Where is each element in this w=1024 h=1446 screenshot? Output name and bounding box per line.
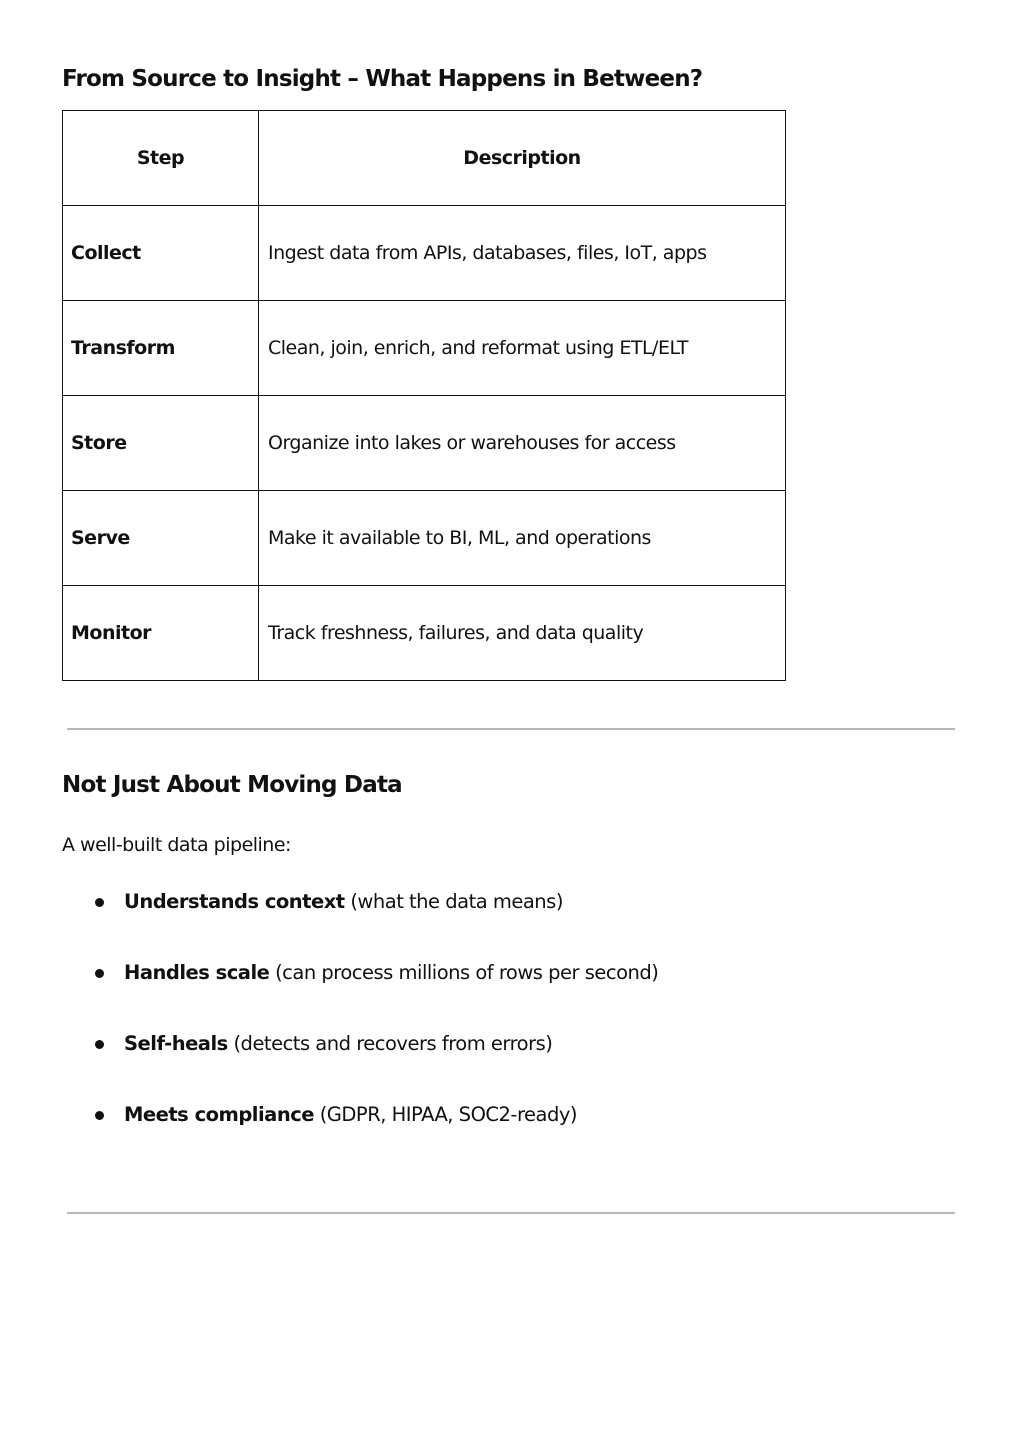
column-header-step: Step xyxy=(63,111,259,206)
description-cell: Ingest data from APIs, databases, files, IoT, apps xyxy=(259,206,786,301)
description-cell: Make it available to BI, ML, and operations xyxy=(259,491,786,586)
intro-text: A well-built data pipeline: xyxy=(62,834,291,856)
feature-detail: (what the data means) xyxy=(350,890,563,913)
table-row xyxy=(63,301,786,396)
bullet-icon xyxy=(95,1040,104,1049)
table-row xyxy=(63,206,786,301)
list-item xyxy=(62,959,658,1030)
horizontal-divider xyxy=(67,728,955,730)
column-header-description: Description xyxy=(259,111,786,206)
step-cell: Collect xyxy=(63,206,259,301)
bullet-icon xyxy=(95,1111,104,1120)
list-item xyxy=(62,1030,658,1101)
step-cell: Monitor xyxy=(63,586,259,681)
feature-detail: (detects and recovers from errors) xyxy=(233,1032,553,1055)
step-cell: Serve xyxy=(63,491,259,586)
feature-term: Meets compliance xyxy=(124,1103,314,1126)
section-title-not-just-moving-data: Not Just About Moving Data xyxy=(62,772,402,798)
description-cell: Track freshness, failures, and data quality xyxy=(259,586,786,681)
feature-term: Self-heals xyxy=(124,1032,228,1055)
bullet-icon xyxy=(95,969,104,978)
list-item xyxy=(62,1101,658,1172)
pipeline-steps-table xyxy=(62,110,786,681)
table-row xyxy=(63,396,786,491)
pipeline-features-list xyxy=(62,888,658,1172)
horizontal-divider xyxy=(67,1212,955,1214)
table-row xyxy=(63,491,786,586)
feature-detail: (GDPR, HIPAA, SOC2-ready) xyxy=(319,1103,578,1126)
step-cell: Store xyxy=(63,396,259,491)
table-header-row xyxy=(63,111,786,206)
list-item xyxy=(62,888,658,959)
step-cell: Transform xyxy=(63,301,259,396)
description-cell: Clean, join, enrich, and reformat using ETL/ELT xyxy=(259,301,786,396)
description-cell: Organize into lakes or warehouses for access xyxy=(259,396,786,491)
bullet-icon xyxy=(95,898,104,907)
table-row xyxy=(63,586,786,681)
section-title-source-to-insight: From Source to Insight – What Happens in Between? xyxy=(62,66,703,92)
feature-term: Handles scale xyxy=(124,961,270,984)
feature-term: Understands context xyxy=(124,890,345,913)
feature-detail: (can process millions of rows per second) xyxy=(275,961,659,984)
